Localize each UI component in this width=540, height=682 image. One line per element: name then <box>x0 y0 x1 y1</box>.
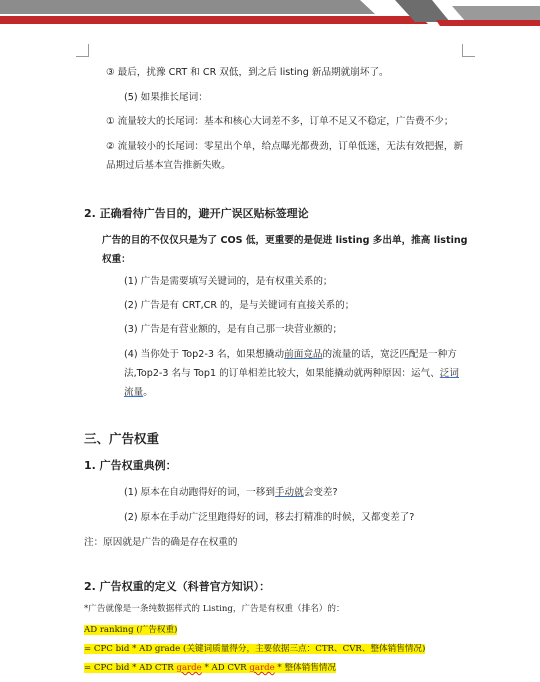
paragraph-line-2: (5) 如果推长尾词： <box>124 92 208 103</box>
example-1 <box>84 484 468 501</box>
example-1-text-a: (1) 原本在自动跑得好的词，一移到 <box>124 487 275 498</box>
crop-mark-top-left <box>76 44 89 57</box>
bold-paragraph: 广告的目的不仅仅只是为了 COS 低，更重要的是促进 listing 多出单，推高 listing 权重： <box>102 235 468 265</box>
formula-1 <box>84 622 468 639</box>
page-header-banner <box>0 0 540 28</box>
formula-3-text-b: * AD CVR <box>201 663 250 673</box>
paragraph-line-4: ② 流量较小的长尾词：零星出个单，给点曝光都费劲，订单低迷，无法有效把握，新品期过后基本宣告推新失败。 <box>106 141 464 171</box>
definition-line: *广告就像是一条纯数据样式的 Listing，广告是有权重（排名）的： <box>84 604 345 614</box>
paragraph-line-1: ③ 最后，扰豫 CRT 和 CR 双低，到之后 listing 新品期就崩坏了。 <box>106 67 389 78</box>
list-item-4-text-c: 。 <box>143 387 153 398</box>
section-heading-definition: 2. 广告权重的定义（科普官方知识）： <box>84 580 271 593</box>
list-item-4 <box>84 345 468 402</box>
formula-1-text: AD ranking (广告权重) <box>84 625 178 635</box>
note-line: 注：原因就是广告的确是存在权重的 <box>84 537 238 548</box>
list-item-4-text-b: 的流量的话，宽泛匹配是一种方法,Top2-3 名与 Top1 的订单相差比较大，如果能撬动就两种原因：运气、 <box>124 349 457 379</box>
formula-2 <box>84 641 468 658</box>
section-heading-typical: 1. 广告权重典例： <box>84 459 177 472</box>
formula-3-text-c: * 整体销售情况 <box>274 663 337 673</box>
link-competitor[interactable]: 前面竞品 <box>284 349 323 360</box>
formula-3-typo-1: garde <box>176 663 202 673</box>
list-item-1: (1) 广告是需要填写关键词的，是有权重关系的； <box>124 276 333 287</box>
formula-3-text-a: = CPC bid * AD CTR <box>84 663 177 673</box>
link-broad-traffic[interactable]: 泛词流量 <box>124 368 459 398</box>
paragraph-line-3: ① 流量较大的长尾词：基本和核心大词差不多，订单不足又不稳定，广告费不少； <box>106 116 454 127</box>
example-2: (2) 原本在手动广泛里跑得好的词，移去打精准的时候，又都变差了? <box>124 512 415 523</box>
formula-3 <box>84 660 468 677</box>
example-1-text-b: 会变差? <box>303 487 338 498</box>
banner-stripe-gray-right <box>452 6 540 22</box>
list-item-3: (3) 广告是有营业额的，是有自己那一块营业额的； <box>124 324 343 335</box>
formula-2-text: = CPC bid * AD grade (关键词质量得分，主要依据三点：CTR、CVR、整体销售情况) <box>84 644 426 654</box>
list-item-2: (2) 广告是有 CRT,CR 的，是与关键词有直接关系的； <box>124 300 355 311</box>
link-manual[interactable]: 手动就 <box>274 487 304 498</box>
chapter-heading: 三、广告权重 <box>84 431 160 446</box>
banner-stripe-gray <box>0 0 375 14</box>
section-heading-2: 2. 正确看待广告目的，避开广误区贴标签理论 <box>84 207 309 220</box>
list-item-4-text-a: (4) 当你处于 Top2-3 名，如果想撬动 <box>124 349 285 360</box>
banner-stripe-red-right <box>436 20 540 26</box>
banner-stripe-red <box>0 16 428 24</box>
formula-3-typo-2: garde <box>249 663 275 673</box>
crop-mark-top-right <box>462 44 475 57</box>
